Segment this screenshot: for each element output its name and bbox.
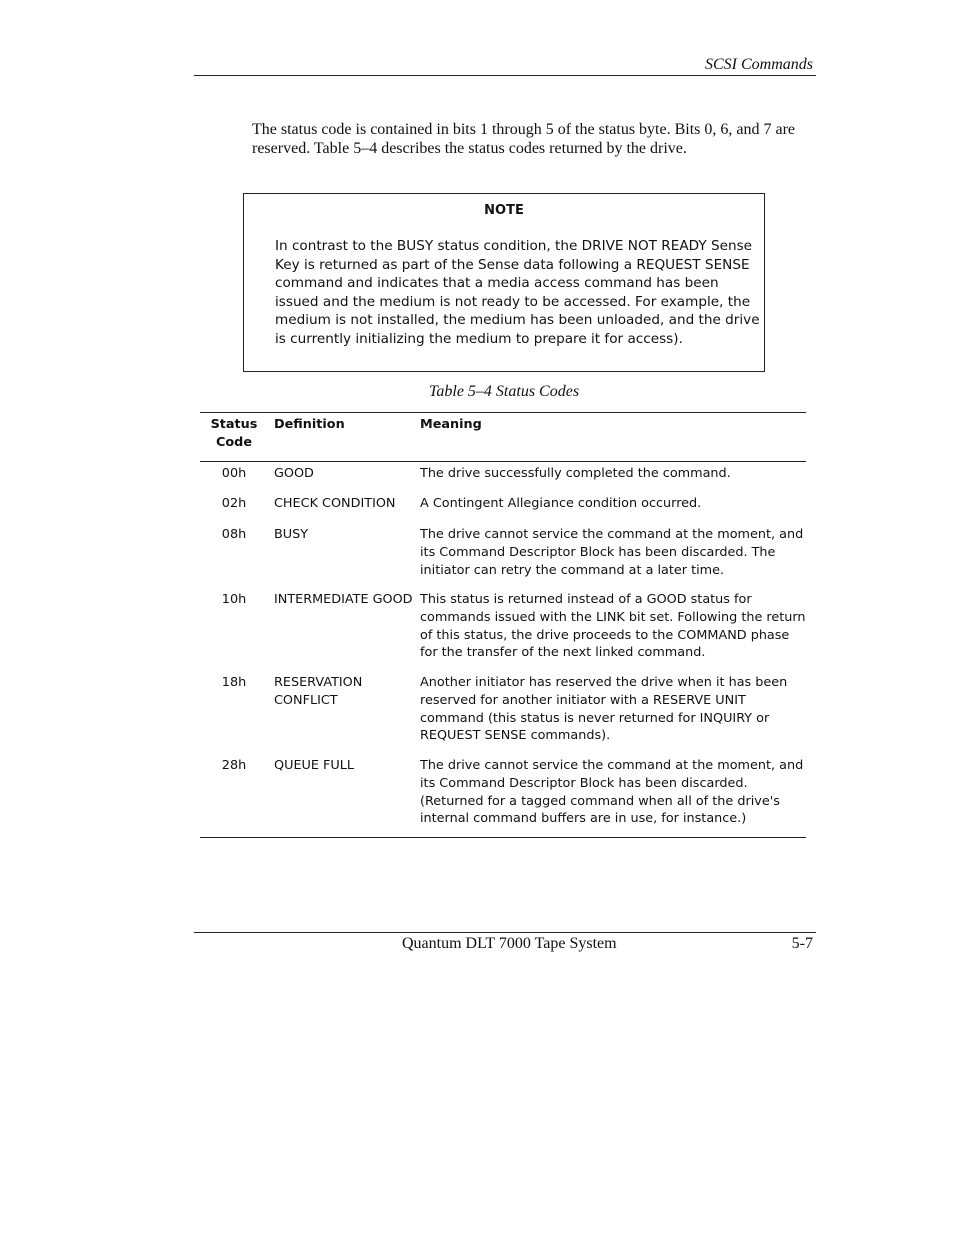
row-code: 00h [221, 466, 247, 481]
row-code: 02h [221, 496, 247, 511]
header-title: SCSI Commands [704, 56, 813, 73]
header-rule [194, 75, 816, 76]
table-caption: Table 5–4 Status Codes [428, 383, 580, 400]
row-definition: RESERVATION CONFLICT [274, 675, 363, 708]
header-status-code: Status Code [210, 417, 258, 450]
row-code: 08h [221, 527, 247, 542]
table-top-rule [200, 412, 806, 413]
row-code: 18h [221, 675, 247, 690]
footer-rule [194, 932, 816, 933]
row-code: 10h [221, 592, 247, 607]
row-meaning: The drive successfully completed the command. [420, 466, 731, 481]
row-meaning: Another initiator has reserved the drive when it has been reserved for another initiator with a RESERVE UNIT command (this status is never returned for INQUIRY or REQUEST SENSE commands). [420, 675, 788, 744]
row-meaning: This status is returned instead of a GOOD status for commands issued with the LINK bit set. Following the return of this status, the drive proceeds to the COMMAND phase for the transfer of the next linked command. [420, 592, 806, 661]
page-number: 5-7 [791, 935, 813, 952]
header-meaning: Meaning [420, 417, 482, 432]
footer-title: Quantum DLT 7000 Tape System [402, 935, 617, 952]
row-definition: BUSY [274, 527, 309, 542]
table-header-rule [200, 461, 806, 462]
row-code: 28h [221, 758, 247, 773]
table-bottom-rule [200, 837, 806, 838]
row-meaning: The drive cannot service the command at the moment, and its Command Descriptor Block has been discarded. (Returned for a tagged command when all of the drive's internal command buffers are in use, for instance.) [420, 758, 804, 827]
row-definition: GOOD [274, 466, 314, 481]
note-box [243, 193, 765, 372]
row-definition: INTERMEDIATE GOOD [274, 592, 413, 607]
header-definition: Definition [274, 417, 345, 432]
row-meaning: A Contingent Allegiance condition occurred. [420, 496, 702, 511]
note-body: In contrast to the BUSY status condition, the DRIVE NOT READY Sense Key is returned as part of the Sense data following a REQUEST SENSE command and indicates that a media access command has been issued and the medium is not ready to be accessed. For example, the medium is not installed, the medium has been unloaded, and the drive is currently initializing the medium to prepare it for access). [275, 238, 760, 347]
intro-paragraph: The status code is contained in bits 1 through 5 of the status byte. Bits 0, 6, and 7 are reserved. Table 5–4 describes the status codes returned by the drive. [252, 121, 796, 157]
row-definition: CHECK CONDITION [274, 496, 396, 511]
row-definition: QUEUE FULL [274, 758, 355, 773]
note-title: NOTE [484, 203, 524, 218]
row-meaning: The drive cannot service the command at the moment, and its Command Descriptor Block has been discarded. The initiator can retry the command at a later time. [420, 527, 804, 578]
